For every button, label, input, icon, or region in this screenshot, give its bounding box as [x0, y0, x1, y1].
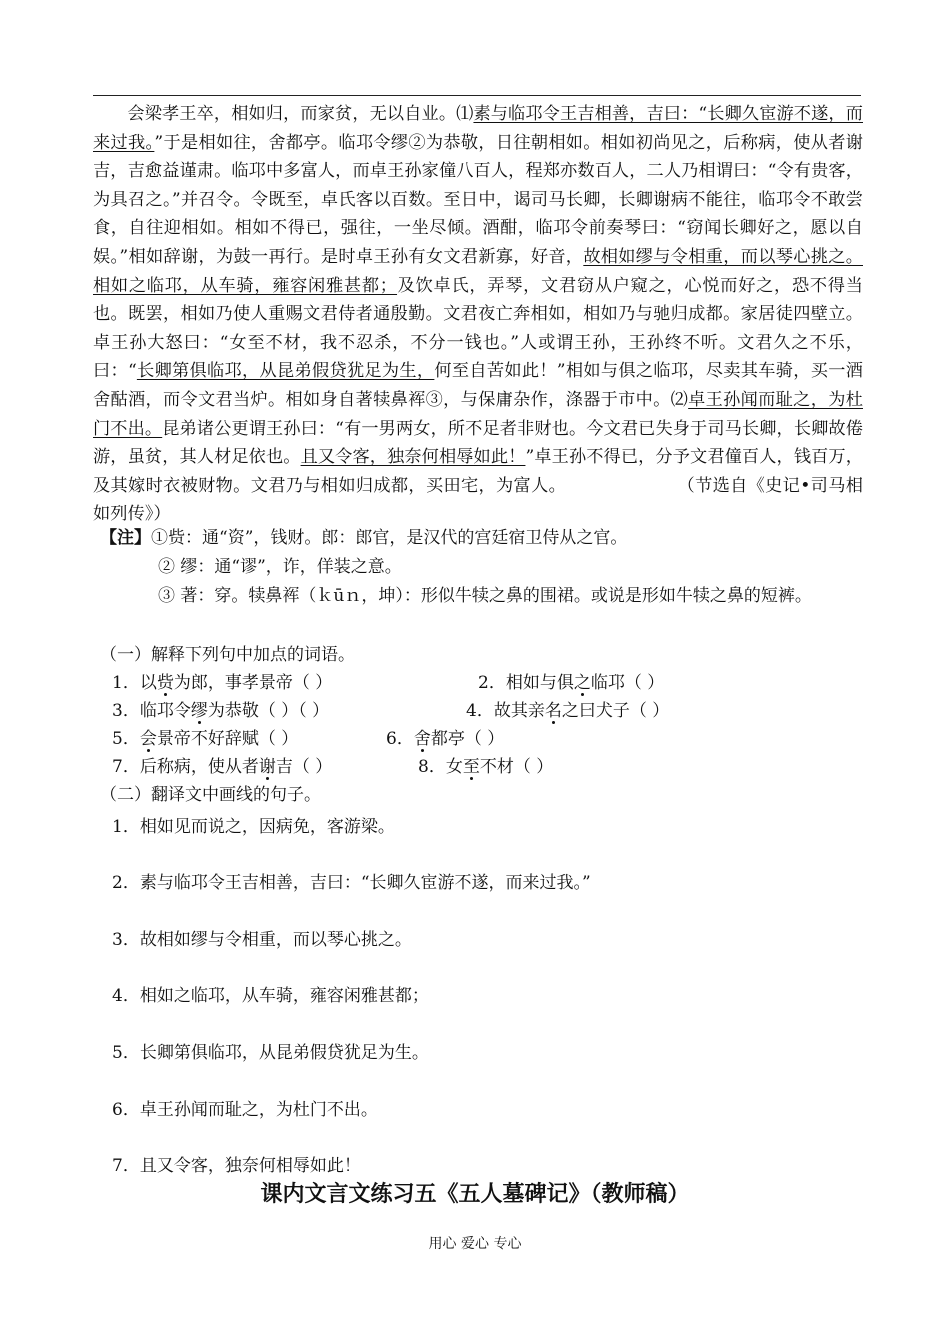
translation-question-3: 3．故相如缪与令相重，而以琴心挑之。	[112, 930, 412, 950]
question-row	[100, 669, 880, 697]
section-2-heading: （二）翻译文中画线的句子。	[100, 785, 321, 805]
classical-passage	[93, 100, 863, 529]
passage-text: 会梁孝王卒，相如归，而家贫，无以自业。⑴	[127, 104, 474, 124]
translation-question-2: 2．素与临邛令王吉相善，吉曰：“长卿久宦游不遂，而来过我。”	[112, 873, 591, 893]
passage-source: （节选自《史记•司马相如列传》）	[93, 475, 864, 525]
dotted-word: 舍	[413, 729, 431, 749]
dotted-word: 缪	[190, 701, 208, 721]
annotation-notes	[100, 524, 870, 611]
note-2: ② 缪：通“谬”，诈，佯装之意。	[158, 557, 402, 577]
question-item-6: 6．舍都亭（ ）	[386, 729, 505, 749]
underlined-sentence-2: 故相如缪与令相重，而以琴心挑之。相如之临邛，从车骑，雍容闲雅甚都；	[93, 246, 863, 296]
next-section-title: 课内文言文练习五《五人墓碑记》（教师稿）	[260, 1182, 690, 1207]
question-item-7: 7．后称病，使从者谢吉（ ）	[112, 757, 333, 777]
translation-question-4: 4．相如之临邛，从车骑，雍容闲雅甚都；	[112, 986, 429, 1006]
translation-question-7: 7．且又令客，独奈何相辱如此！	[112, 1156, 361, 1176]
dotted-word: 赀	[156, 673, 174, 693]
passage-text: 及饮卓氏，弄琴，文君窃从户窥之，心悦而好之，恐不得当也。既罢，相如乃使人重赐文君侍者通殷勤。文君夜亡奔相如，相如乃与驰归成都。家居徒四壁立。卓王孙大怒曰：“女至不材，我不忍杀，不分一钱也。”人或谓王孙，王孙终不听。文君久之不乐，曰：“	[93, 275, 864, 382]
note-1-text: ①赀：通“资”，钱财。郎：郎官，是汉代的宫廷宿卫侍从之官。	[151, 528, 628, 548]
translation-question-6: 6．卓王孙闻而耻之，为杜门不出。	[112, 1100, 378, 1120]
question-row	[100, 697, 880, 725]
page-footer: 用心 爱心 专心	[428, 1236, 522, 1252]
question-item-1: 1．以赀为郎，事孝景帝（ ）	[112, 673, 333, 693]
note-1	[100, 524, 870, 553]
underlined-sentence-1: 素与临邛令王吉相善，吉曰：“长卿久宦游不遂，而来过我。	[93, 104, 863, 153]
dotted-word: 名	[544, 701, 562, 721]
translation-question-5: 5．长卿第俱临邛，从昆弟假贷犹足为生。	[112, 1043, 429, 1063]
question-item-5: 5．会景帝不好辞赋（ ）	[112, 729, 299, 749]
passage-text: 昆弟诸公更谓王孙曰：“有一男两女，所不足者非财也。今文君已失身于司马长卿，长卿故倦游，虽贫，其人材足依也。	[93, 418, 864, 468]
passage-text: ”于是相如往，舍都亭。临邛令缪②为恭敬，日往朝相如。相如初尚见之，后称病，使从者谢吉，吉愈益谨肃。临邛中多富人，而卓王孙家僮八百人，程郑亦数百人，二人乃相谓曰：“令有贵客，为具召之。”并召令。令既至，卓氏客以百数。至日中，谒司马长卿，长卿谢病不能往，临邛令不敢尝食，自往迎相如。相如不得已，强往，一坐尽倾。酒酣，临邛令前奏琴曰：“窃闻长卿好之，愿以自娱。”相如辞谢，为鼓一再行。是时卓王孙有女文君新寡，好音，	[93, 132, 863, 267]
translation-question-1: 1．相如见而说之，因病免，客游梁。	[112, 817, 395, 837]
dotted-word: 谢	[258, 757, 276, 777]
section-vocabulary	[100, 641, 880, 809]
question-row	[100, 725, 880, 753]
header-rule	[93, 95, 861, 96]
question-item-4: 4．故其亲名之曰犬子（ ）	[466, 701, 670, 721]
underlined-sentence-3: 长卿第俱临邛，从昆弟假贷犹足为生，	[136, 361, 435, 382]
dotted-word: 会	[139, 729, 157, 749]
underlined-sentence-5: 且又令客，独奈何相辱如此！	[300, 447, 526, 468]
notes-label: 【注】	[100, 528, 151, 548]
question-item-8: 8．女至不材（ ）	[418, 757, 554, 777]
dotted-word: 之	[573, 673, 591, 693]
question-item-2: 2．相如与俱之临邛（ ）	[478, 673, 665, 693]
question-row	[100, 753, 880, 781]
passage-paragraph	[93, 100, 863, 529]
section-1-heading: （一）解释下列句中加点的词语。	[100, 645, 355, 665]
question-item-3: 3．临邛令缪为恭敬（ ）（ ）	[112, 701, 330, 721]
underlined-sentence-4: 卓王孙闻而耻之，为杜门不出。	[93, 389, 863, 439]
dotted-word: 至	[462, 757, 480, 777]
passage-text: 何至自苦如此！”相如与俱之临邛，尽卖其车骑，买一酒舍酤酒，而令文君当炉。相如身自著犊鼻裈③，与保庸杂作，涤器于市中。⑵	[93, 361, 864, 410]
passage-text: ”卓王孙不得已，分予文君僮百人，钱百万，及其嫁时衣被财物。文君乃与相如归成都，买田宅，为富人。	[93, 447, 863, 496]
note-3: ③ 著：穿。犊鼻裈（ｋūｎ，坤）：形似牛犊之鼻的围裙。或说是形如牛犊之鼻的短裤。	[158, 586, 812, 606]
